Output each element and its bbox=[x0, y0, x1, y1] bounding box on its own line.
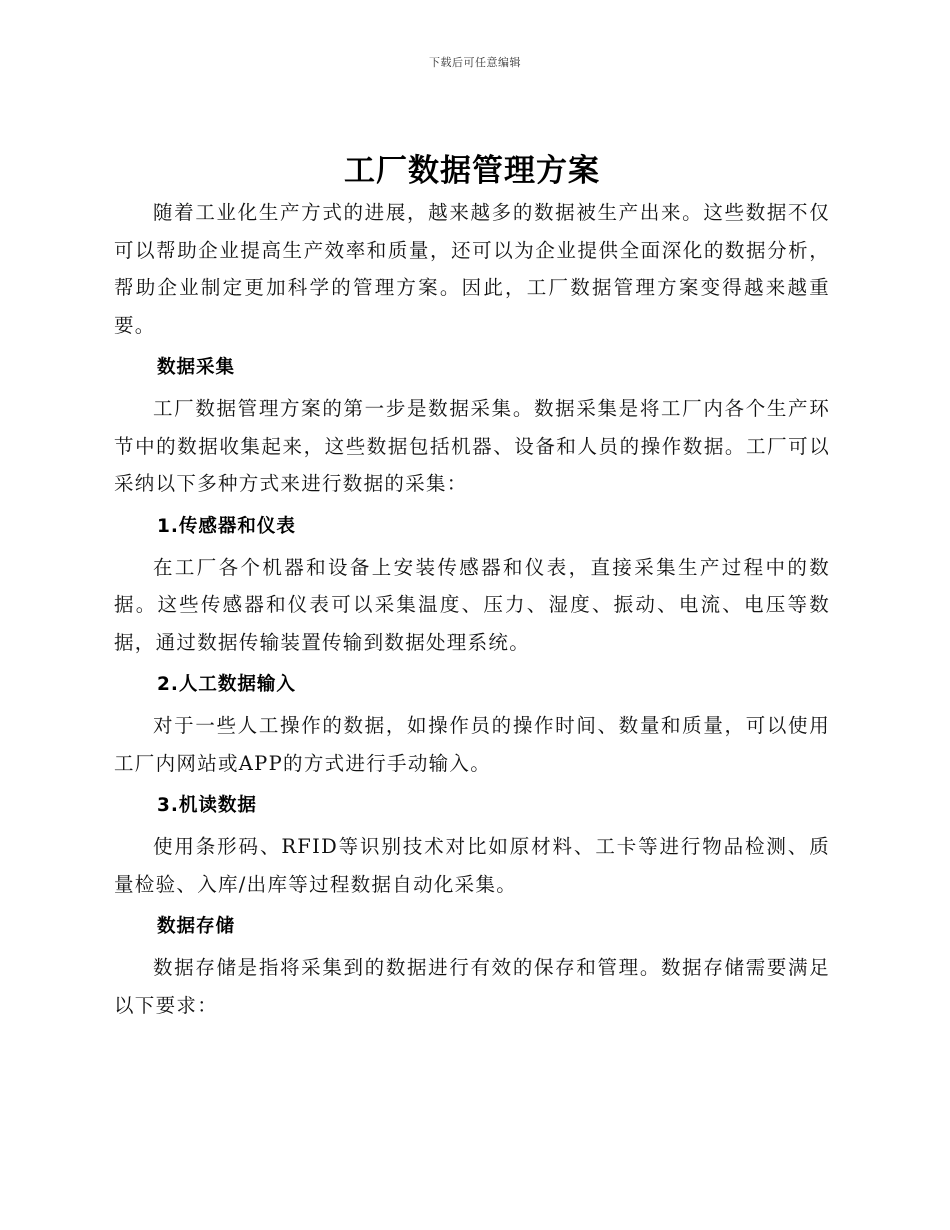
section-paragraph-manual-input: 对于一些人工操作的数据，如操作员的操作时间、数量和质量，可以使用工厂内网站或APP的方式进行手动输入。 bbox=[114, 714, 830, 775]
section-paragraph-sensors: 在工厂各个机器和设备上安装传感器和仪表，直接采集生产过程中的数据。这些传感器和仪表可以采集温度、压力、湿度、振动、电流、电压等数据，通过数据传输装置传输到数据处理系统。 bbox=[114, 555, 830, 654]
page-header: 下载后可任意编辑 bbox=[429, 56, 521, 69]
section-heading-manual-input: 2.人工数据输入 bbox=[157, 674, 296, 695]
section-heading-sensors: 1.传感器和仪表 bbox=[157, 515, 296, 537]
section-heading-data-storage: 数据存储 bbox=[157, 916, 236, 937]
section-heading-data-collection: 数据采集 bbox=[157, 357, 236, 378]
section-heading-machine-readable: 3.机读数据 bbox=[157, 795, 257, 816]
document-title: 工厂数据管理方案 bbox=[344, 153, 600, 189]
section-paragraph-data-storage: 数据存储是指将采集到的数据进行有效的保存和管理。数据存储需要满足以下要求： bbox=[114, 956, 830, 1017]
section-paragraph-machine-readable: 使用条形码、RFID等识别技术对比如原材料、工卡等进行物品检测、质量检验、入库/出库等过程数据自动化采集。 bbox=[114, 835, 830, 896]
intro-paragraph: 随着工业化生产方式的进展，越来越多的数据被生产出来。这些数据不仅可以帮助企业提高生产效率和质量，还可以为企业提供全面深化的数据分析，帮助企业制定更加科学的管理方案。因此，工厂数据管理方案变得越来越重要。 bbox=[114, 201, 830, 337]
section-paragraph-data-collection: 工厂数据管理方案的第一步是数据采集。数据采集是将工厂内各个生产环节中的数据收集起来，这些数据包括机器、设备和人员的操作数据。工厂可以采纳以下多种方式来进行数据的采集： bbox=[114, 397, 830, 495]
document-body bbox=[114, 148, 830, 1024]
